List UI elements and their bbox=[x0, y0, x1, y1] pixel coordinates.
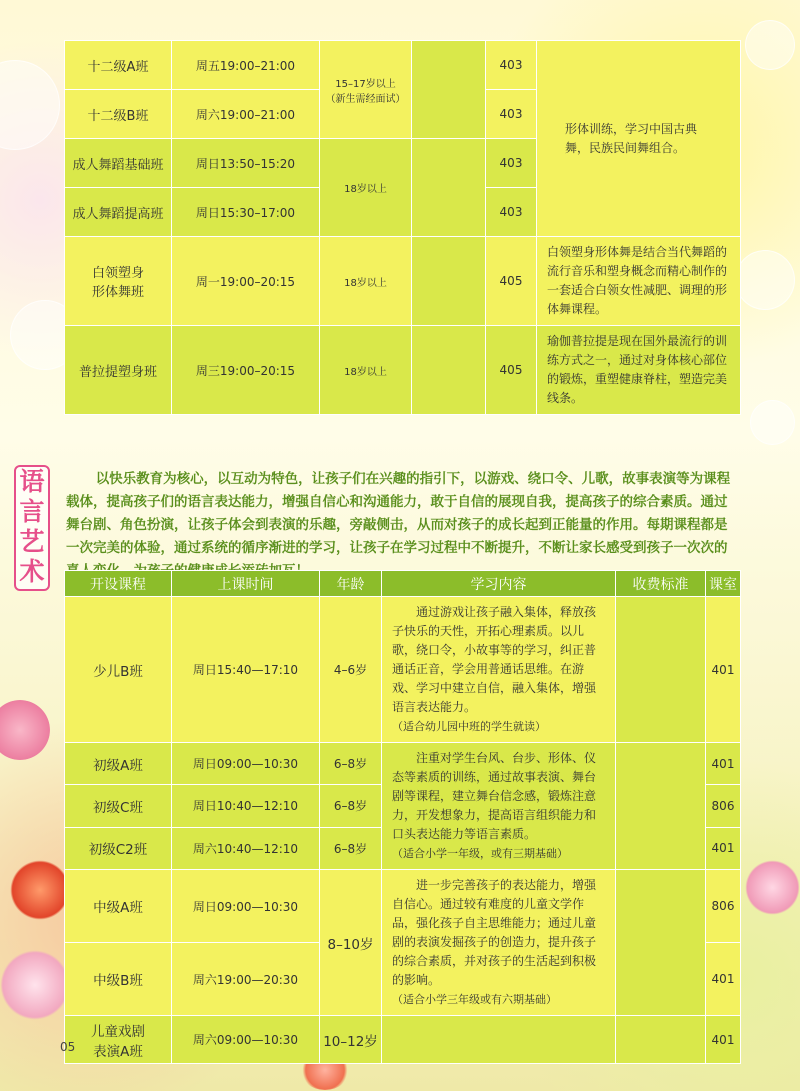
course-description bbox=[382, 870, 616, 1016]
fee-cell bbox=[616, 743, 706, 870]
page-number: 05 bbox=[60, 1040, 76, 1054]
decor-flower bbox=[0, 950, 70, 1020]
course-name: 初级C班 bbox=[65, 785, 172, 827]
course-time: 周六10:40—12:10 bbox=[172, 827, 320, 869]
course-time: 周一19:00–20:15 bbox=[172, 237, 320, 326]
column-header: 开设课程 bbox=[65, 571, 172, 597]
course-time: 周日15:40—17:10 bbox=[172, 597, 320, 743]
course-name bbox=[65, 237, 172, 326]
course-name: 成人舞蹈提高班 bbox=[65, 188, 172, 237]
course-name: 初级A班 bbox=[65, 743, 172, 785]
course-time: 周三19:00–20:15 bbox=[172, 326, 320, 415]
course-description bbox=[382, 743, 616, 870]
course-time: 周五19:00–21:00 bbox=[172, 41, 320, 90]
course-room: 401 bbox=[706, 1016, 741, 1064]
column-header: 年龄 bbox=[320, 571, 382, 597]
course-name-line: 表演A班 bbox=[93, 1043, 143, 1060]
course-room: 403 bbox=[486, 188, 537, 237]
course-age: 6–8岁 bbox=[320, 743, 382, 785]
course-room: 401 bbox=[706, 827, 741, 869]
description-note: （适合小学一年级，或有三期基础） bbox=[392, 847, 568, 860]
section-intro: 以快乐教育为核心，以互动为特色，让孩子们在兴趣的指引下，以游戏、绕口令、儿歌，故事表演等为课程载体，提高孩子们的语言表达能力，增强自信心和沟通能力，敢于自信的展现自我，提高孩子的综合素质。通过舞台剧、角色扮演，让孩子体会到表演的乐趣，旁敲侧击，从而对孩子的成长起到正能量的作用。每期课程都是一次完美的体验，通过系统的循序渐进的学习，让孩子在学习过程中不断提升，不断让家长感受到孩子一次次的 bbox=[66, 471, 731, 556]
decor-bubble bbox=[750, 400, 795, 445]
course-age: 6–8岁 bbox=[320, 827, 382, 869]
course-room: 401 bbox=[706, 743, 741, 785]
fee-cell bbox=[412, 326, 486, 415]
course-time: 周六09:00—10:30 bbox=[172, 1016, 320, 1064]
section-tag-char: 术 bbox=[19, 557, 45, 586]
table-row bbox=[65, 870, 741, 943]
column-header: 课室 bbox=[706, 571, 741, 597]
course-room: 403 bbox=[486, 139, 537, 188]
section-tag-char: 言 bbox=[19, 497, 45, 526]
course-time: 周日13:50–15:20 bbox=[172, 139, 320, 188]
course-age: 4–6岁 bbox=[320, 597, 382, 743]
description-text: 注重对学生台风、台步、形体、仪态等素质的训练，通过故事表演、舞台剧等课程，建立舞台信念感，锻炼注意力，开发想象力，提高语言组织能力和口头表达能力等语言素质。 bbox=[392, 751, 597, 841]
course-description: 白领塑身形体舞是结合当代舞蹈的流行音乐和塑身概念而精心制作的一套适合白领女性减肥、调理的形体舞课程。 bbox=[537, 237, 741, 326]
description-note: （适合小学三年级或有六期基础） bbox=[392, 993, 557, 1006]
column-header: 收费标准 bbox=[616, 571, 706, 597]
description-text: 通过游戏让孩子融入集体，释放孩子快乐的天性，开拓心理素质。以儿歌，绕口令，小故事等的学习，纠正普通话正音，学会用普通话思维。在游戏、学习中建立自信，融入集体，增强语言表达能力。 bbox=[392, 605, 597, 714]
course-name: 中级B班 bbox=[65, 943, 172, 1016]
course-name: 成人舞蹈基础班 bbox=[65, 139, 172, 188]
course-name: 普拉提塑身班 bbox=[65, 326, 172, 415]
course-name bbox=[65, 1016, 172, 1064]
dance-schedule-table bbox=[64, 40, 741, 415]
decor-flower bbox=[745, 860, 800, 915]
decor-bubble bbox=[745, 20, 795, 70]
course-name-line: 形体舞班 bbox=[91, 285, 144, 300]
section-tag-language-art bbox=[14, 465, 50, 591]
decor-flower bbox=[0, 700, 50, 760]
table-row bbox=[65, 41, 741, 90]
table-row bbox=[65, 743, 741, 785]
table-row bbox=[65, 597, 741, 743]
course-name: 少儿B班 bbox=[65, 597, 172, 743]
course-time: 周日10:40—12:10 bbox=[172, 785, 320, 827]
age-line: 15–17岁以上 bbox=[335, 78, 396, 90]
fee-cell bbox=[412, 237, 486, 326]
course-name: 中级A班 bbox=[65, 870, 172, 943]
age-note: （新生需经面试） bbox=[325, 93, 406, 105]
course-room: 806 bbox=[706, 785, 741, 827]
section-tag-char: 艺 bbox=[19, 527, 45, 556]
course-age: 6–8岁 bbox=[320, 785, 382, 827]
course-description: 形体训练，学习中国古典舞，民族民间舞组合。 bbox=[537, 41, 741, 237]
fee-cell bbox=[412, 139, 486, 237]
course-description bbox=[382, 597, 616, 743]
decor-bubble bbox=[735, 250, 795, 310]
course-age: 10–12岁 bbox=[320, 1016, 382, 1064]
course-room: 806 bbox=[706, 870, 741, 943]
course-age: 18岁以上 bbox=[320, 326, 412, 415]
course-room: 403 bbox=[486, 90, 537, 139]
course-name: 初级C2班 bbox=[65, 827, 172, 869]
description-note: （适合幼儿园中班的学生就读） bbox=[392, 720, 546, 733]
course-room: 405 bbox=[486, 326, 537, 415]
language-schedule-table bbox=[64, 570, 741, 1064]
course-time: 周六19:00—20:30 bbox=[172, 943, 320, 1016]
course-time: 周日09:00—10:30 bbox=[172, 870, 320, 943]
course-name-line: 白领塑身 bbox=[91, 266, 144, 281]
course-time: 周日09:00—10:30 bbox=[172, 743, 320, 785]
fee-cell bbox=[616, 1016, 706, 1064]
course-name: 十二级B班 bbox=[65, 90, 172, 139]
course-room: 401 bbox=[706, 943, 741, 1016]
course-description: 瑜伽普拉提是现在国外最流行的训练方式之一，通过对身体核心部位的锻炼，重塑健康脊柱，塑造完美线条。 bbox=[537, 326, 741, 415]
table-row bbox=[65, 1016, 741, 1064]
decor-flower bbox=[10, 860, 70, 920]
table-header-row bbox=[65, 571, 741, 597]
table-row bbox=[65, 237, 741, 326]
course-age: 18岁以上 bbox=[320, 237, 412, 326]
fee-cell bbox=[616, 597, 706, 743]
course-age: 8–10岁 bbox=[320, 870, 382, 1016]
course-age bbox=[320, 41, 412, 139]
column-header: 上课时间 bbox=[172, 571, 320, 597]
table-row bbox=[65, 326, 741, 415]
course-name-line: 儿童戏剧 bbox=[91, 1023, 145, 1040]
fee-cell bbox=[616, 870, 706, 1016]
section-tag-char: 语 bbox=[19, 467, 45, 496]
course-age: 18岁以上 bbox=[320, 139, 412, 237]
course-time: 周六19:00–21:00 bbox=[172, 90, 320, 139]
course-time: 周日15:30–17:00 bbox=[172, 188, 320, 237]
course-room: 403 bbox=[486, 41, 537, 90]
course-room: 401 bbox=[706, 597, 741, 743]
fee-cell bbox=[412, 41, 486, 139]
column-header: 学习内容 bbox=[382, 571, 616, 597]
course-room: 405 bbox=[486, 237, 537, 326]
course-description bbox=[382, 1016, 616, 1064]
description-text: 进一步完善孩子的表达能力，增强自信心。通过较有难度的儿童文学作品，强化孩子自主思维能力；通过儿童剧的表演发掘孩子的创造力，提升孩子的综合素质，并对孩子的生活起到积极的影响。 bbox=[392, 878, 597, 987]
course-name: 十二级A班 bbox=[65, 41, 172, 90]
decor-bubble bbox=[0, 60, 60, 150]
